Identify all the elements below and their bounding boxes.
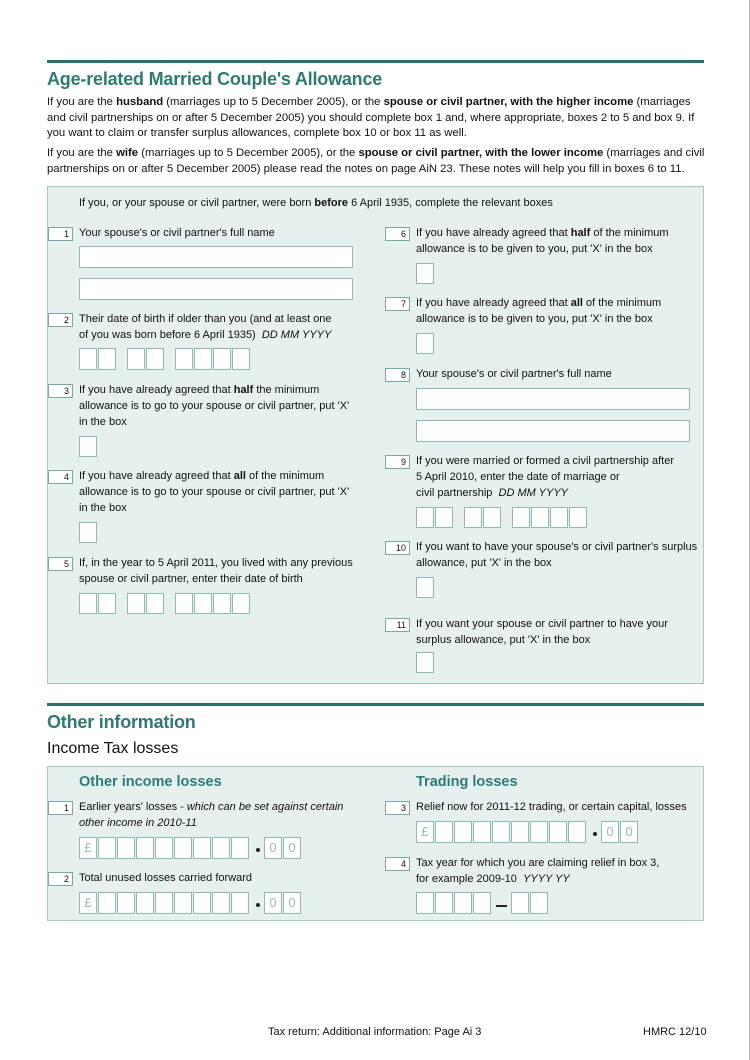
box3-line1 — [79, 383, 319, 399]
amount-digit[interactable] — [155, 892, 173, 914]
losses-box-number-3: 3 — [385, 801, 410, 815]
box3-line3: in the box — [79, 416, 127, 428]
box7-line1b: all — [570, 297, 583, 309]
marriage-month-1[interactable] — [464, 507, 482, 528]
amount-digit[interactable] — [193, 892, 211, 914]
box4-checkbox[interactable] — [79, 522, 97, 543]
box8-name-field-line2[interactable] — [416, 420, 690, 442]
para1-text-a: If you are the — [47, 96, 117, 108]
other-income-losses-heading: Other income losses — [79, 774, 222, 790]
box4-line1c: of the minimum — [245, 470, 325, 482]
box-number-8: 8 — [385, 368, 410, 382]
amount-digit[interactable] — [473, 821, 491, 843]
box11-line1: If you want your spouse or civil partner to have your — [416, 618, 668, 630]
currency-symbol: £ — [79, 837, 97, 859]
dob-month-2[interactable] — [146, 348, 164, 370]
box7-line2: allowance is to be given to you, put 'X' in the box — [416, 313, 653, 325]
currency-symbol: £ — [79, 892, 97, 914]
para2-text-b: (marriages up to 5 December 2005), or the — [138, 147, 359, 159]
amount-digit[interactable] — [530, 821, 548, 843]
losses-box-number-2: 2 — [48, 872, 73, 886]
box4-line3: in the box — [79, 502, 127, 514]
box7-line1 — [416, 296, 661, 312]
box-number-6: 6 — [385, 227, 410, 241]
decimal-point — [256, 848, 260, 852]
dob-year-3[interactable] — [213, 348, 231, 370]
box6-line1c: of the minimum — [590, 227, 669, 239]
prev-dob-year-3[interactable] — [213, 593, 231, 614]
losses-box-number-4: 4 — [385, 857, 410, 871]
box3-line1b: half — [233, 384, 254, 396]
dob-year-1[interactable] — [175, 348, 193, 370]
prev-dob-year-1[interactable] — [175, 593, 193, 614]
trading-losses-heading: Trading losses — [416, 774, 518, 790]
para2-bold-a: wife — [116, 147, 139, 159]
box3-line1a: If you have already agreed that — [79, 384, 234, 396]
box-number-5: 5 — [48, 557, 73, 571]
marriage-year-4[interactable] — [569, 507, 587, 528]
footer-form-code: HMRC 12/10 — [643, 1026, 707, 1038]
box3-line1c: the minimum — [253, 384, 320, 396]
box8-name-field-line1[interactable] — [416, 388, 690, 410]
tax-year-digit[interactable] — [530, 892, 548, 914]
amount-digit[interactable] — [98, 892, 116, 914]
tax-year-digit[interactable] — [454, 892, 472, 914]
box7-line1c: of the minimum — [582, 297, 662, 309]
amount-digit[interactable] — [117, 892, 135, 914]
box-number-11: 11 — [385, 618, 410, 632]
footer-page-label: Tax return: Additional information: Page Ai 3 — [268, 1026, 482, 1038]
marriage-month-2[interactable] — [483, 507, 501, 528]
box9-date-hint: DD MM YYYY — [498, 487, 569, 499]
box10-line2: allowance, put 'X' in the box — [416, 557, 552, 569]
para2-text-c: (marriages and civil partnerships on or after 5 December 2005) please read the notes on page AiN 23. These notes will help you fill in boxes 6 to 11. — [47, 147, 705, 175]
amount-digit[interactable] — [193, 837, 211, 859]
box6-line2: allowance is to be given to you, put 'X' in the box — [416, 243, 653, 255]
box6-line1 — [416, 226, 669, 242]
amount-digit[interactable] — [174, 837, 192, 859]
losses-box1-line1b: which can be set against certain — [186, 801, 344, 813]
dob-month-1[interactable] — [127, 348, 145, 370]
panel-intro-a: If you, or your spouse or civil partner, were born — [79, 197, 315, 209]
losses-box4-line2 — [416, 872, 570, 888]
amount-digit[interactable] — [174, 892, 192, 914]
losses-box-number-1: 1 — [48, 801, 73, 815]
losses-box4-line2-text: for example 2009-10 — [416, 873, 517, 885]
box-number-2: 2 — [48, 313, 73, 327]
box8-label: Your spouse's or civil partner's full name — [416, 368, 612, 380]
prev-dob-day-2[interactable] — [98, 593, 116, 614]
amount-digit[interactable] — [212, 837, 230, 859]
box4-line1b: all — [233, 470, 246, 482]
box9-line2: 5 April 2010, enter the date of marriage or — [416, 471, 620, 483]
para1-bold-a: husband — [116, 96, 164, 108]
para1-text-c: (marriages and civil partnerships on or after 5 December 2005) you should complete box 1 and, where appropriate, boxes 2 to 5 and box 9. If you want to claim or transfer surplus allowances, complete box 10 or box 11 as well. — [47, 96, 695, 139]
prev-dob-year-2[interactable] — [194, 593, 212, 614]
tax-year-digit[interactable] — [511, 892, 529, 914]
intro-paragraph-1 — [47, 95, 707, 142]
box7-line1a: If you have already agreed that — [416, 297, 571, 309]
box9-line3-text: civil partnership — [416, 487, 493, 499]
losses-box2-label: Total unused losses carried forward — [79, 872, 253, 884]
para1-bold-b: spouse or civil partner, with the higher income — [383, 96, 634, 108]
section-rule — [47, 60, 704, 63]
panel-intro-bold: before — [314, 197, 349, 209]
prev-dob-day-1[interactable] — [79, 593, 97, 614]
decimal-point — [256, 903, 260, 907]
intro-paragraph-2 — [47, 146, 707, 177]
box5-line1: If, in the year to 5 April 2011, you lived with any previous — [79, 557, 353, 569]
box-number-7: 7 — [385, 297, 410, 311]
prev-dob-month-2[interactable] — [146, 593, 164, 614]
pence-digit: 0 — [620, 821, 638, 843]
amount-digit[interactable] — [568, 821, 586, 843]
box-number-9: 9 — [385, 455, 410, 469]
box6-checkbox[interactable] — [416, 263, 434, 284]
box6-line1a: If you have already agreed that — [416, 227, 571, 239]
box3-line2: allowance is to go to your spouse or civil partner, put 'X' — [79, 400, 350, 412]
dob-year-4[interactable] — [232, 348, 250, 370]
box2-line2-text: of you was born before 6 April 1935) — [79, 329, 256, 341]
amount-digit[interactable] — [155, 837, 173, 859]
box5-line2: spouse or civil partner, enter their date of birth — [79, 573, 303, 585]
losses-box4-hint: YYYY YY — [523, 873, 570, 885]
losses-box1-line1 — [79, 800, 343, 816]
section-title-mca: Age-related Married Couple's Allowance — [47, 69, 383, 89]
section-title-other: Other information — [47, 712, 196, 732]
marriage-day-1[interactable] — [416, 507, 434, 528]
box4-line1 — [79, 469, 324, 485]
amount-digit[interactable] — [136, 837, 154, 859]
box4-line1a: If you have already agreed that — [79, 470, 234, 482]
amount-digit[interactable] — [454, 821, 472, 843]
losses-box1-line2: other income in 2010-11 — [79, 817, 197, 829]
spouse-name-field-line2[interactable] — [79, 278, 353, 300]
marriage-year-1[interactable] — [512, 507, 530, 528]
dob-day-1[interactable] — [79, 348, 97, 370]
box6-line1b: half — [570, 227, 591, 239]
box-number-3: 3 — [48, 384, 73, 398]
tax-year-separator — [496, 905, 507, 907]
pence-digit: 0 — [601, 821, 619, 843]
section-rule-other — [47, 703, 704, 706]
amount-digit[interactable] — [136, 892, 154, 914]
dob-year-2[interactable] — [194, 348, 212, 370]
spouse-name-field-line1[interactable] — [79, 246, 353, 268]
amount-digit[interactable] — [511, 821, 529, 843]
income-tax-losses-title: Income Tax losses — [47, 740, 179, 757]
box2-line2 — [79, 328, 331, 344]
box-number-1: 1 — [48, 227, 73, 241]
currency-symbol: £ — [416, 821, 434, 843]
para2-bold-b: spouse or civil partner, with the lower income — [358, 147, 604, 159]
amount-digit[interactable] — [98, 837, 116, 859]
amount-digit[interactable] — [231, 837, 249, 859]
panel-intro — [79, 196, 553, 212]
dob-day-2[interactable] — [98, 348, 116, 370]
para2-text-a: If you are the — [47, 147, 117, 159]
box11-checkbox[interactable] — [416, 652, 434, 673]
losses-box4-line1: Tax year for which you are claiming relief in box 3, — [416, 857, 660, 869]
pence-digit: 0 — [283, 837, 301, 859]
box2-date-hint: DD MM YYYY — [261, 329, 332, 341]
pence-digit: 0 — [283, 892, 301, 914]
prev-dob-year-4[interactable] — [232, 593, 250, 614]
box-number-4: 4 — [48, 470, 73, 484]
box10-line1: If you want to have your spouse's or civil partner's surplus — [416, 541, 698, 553]
pence-digit: 0 — [264, 892, 282, 914]
tax-year-digit[interactable] — [435, 892, 453, 914]
amount-digit[interactable] — [117, 837, 135, 859]
amount-digit[interactable] — [549, 821, 567, 843]
pence-digit: 0 — [264, 837, 282, 859]
amount-digit[interactable] — [492, 821, 510, 843]
box7-checkbox[interactable] — [416, 333, 434, 354]
box9-line1: If you were married or formed a civil partnership after — [416, 455, 674, 467]
box4-line2: allowance is to go to your spouse or civil partner, put 'X' — [79, 486, 350, 498]
decimal-point — [593, 832, 597, 836]
marriage-year-2[interactable] — [531, 507, 549, 528]
tax-year-digit[interactable] — [416, 892, 434, 914]
box11-line2: surplus allowance, put 'X' in the box — [416, 634, 591, 646]
amount-digit[interactable] — [231, 892, 249, 914]
para1-text-b: (marriages up to 5 December 2005), or the — [163, 96, 384, 108]
tax-year-digit[interactable] — [473, 892, 491, 914]
marriage-day-2[interactable] — [435, 507, 453, 528]
box10-checkbox[interactable] — [416, 577, 434, 598]
box2-line1: Their date of birth if older than you (and at least one — [79, 313, 332, 325]
box1-label: Your spouse's or civil partner's full name — [79, 227, 275, 239]
prev-dob-month-1[interactable] — [127, 593, 145, 614]
amount-digit[interactable] — [435, 821, 453, 843]
losses-box1-line1a: Earlier years' losses - — [79, 801, 187, 813]
panel-intro-b: 6 April 1935, complete the relevant boxes — [348, 197, 553, 209]
box-number-10: 10 — [385, 541, 410, 555]
marriage-year-3[interactable] — [550, 507, 568, 528]
losses-box3-label: Relief now for 2011-12 trading, or certain capital, losses — [416, 801, 687, 813]
box9-line3 — [416, 486, 568, 502]
amount-digit[interactable] — [212, 892, 230, 914]
box3-checkbox[interactable] — [79, 436, 97, 457]
